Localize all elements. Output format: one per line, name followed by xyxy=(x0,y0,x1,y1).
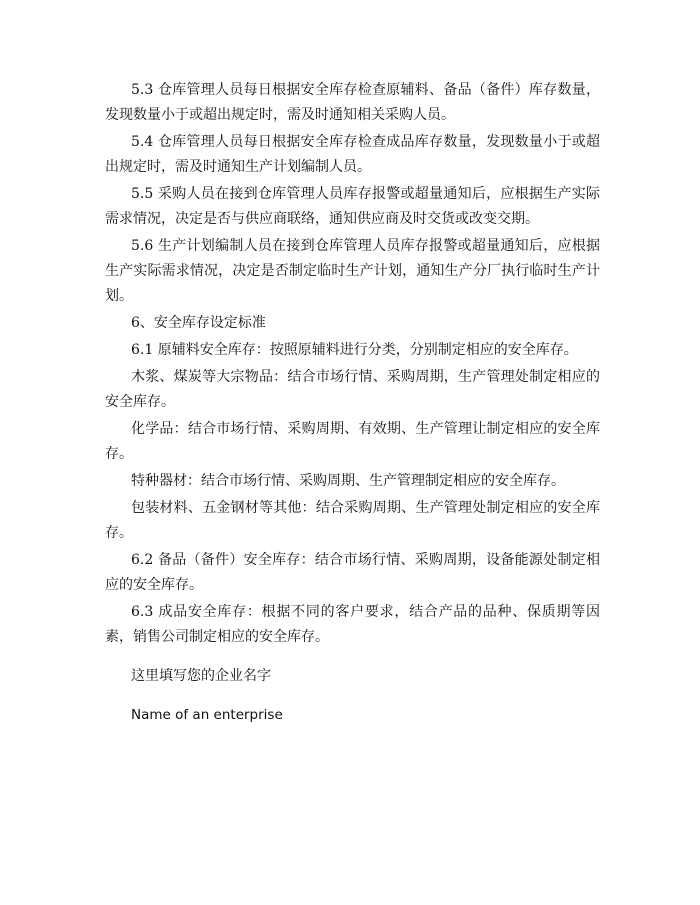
paragraph-6-1: 6.1 原辅料安全库存：按照原辅料进行分类，分别制定相应的安全库存。 xyxy=(131,342,578,358)
paragraph-packaging-materials: 包装材料、五金钢材等其他：结合采购周期、生产管理处制定相应的安全库存。 xyxy=(105,500,600,541)
paragraph-5-3: 5.3 仓库管理人员每日根据安全库存检查原辅料、备品（备件）库存数量，发现数量小于或超出规定时，需及时通知相关采购人员。 xyxy=(105,82,600,123)
enterprise-name-cn: 这里填写您的企业名字 xyxy=(131,668,271,684)
paragraph-bulk-materials: 木浆、煤炭等大宗物品：结合市场行情、采购周期，生产管理处制定相应的安全库存。 xyxy=(105,369,600,410)
paragraph-5-6: 5.6 生产计划编制人员在接到仓库管理人员库存报警或超量通知后，应根据生产实际需求情况，决定是否制定临时生产计划，通知生产分厂执行临时生产计划。 xyxy=(105,238,600,304)
paragraph-6-3: 6.3 成品安全库存：根据不同的客户要求，结合产品的品种、保质期等因素，销售公司制定相应的安全库存。 xyxy=(105,604,600,645)
paragraph-5-4: 5.4 仓库管理人员每日根据安全库存检查成品库存数量，发现数量小于或超出规定时，需及时通知生产计划编制人员。 xyxy=(105,134,600,175)
enterprise-name-en: Name of an enterprise xyxy=(131,707,283,723)
section-heading-6: 6、安全库存设定标准 xyxy=(131,315,266,331)
paragraph-special-equipment: 特种器材：结合市场行情、采购周期、生产管理制定相应的安全库存。 xyxy=(131,473,565,489)
paragraph-6-2: 6.2 备品（备件）安全库存：结合市场行情、采购周期，设备能源处制定相应的安全库存。 xyxy=(105,552,600,593)
paragraph-5-5: 5.5 采购人员在接到仓库管理人员库存报警或超量通知后，应根据生产实际需求情况，决定是否与供应商联络，通知供应商及时交货或改变交期。 xyxy=(105,186,600,227)
paragraph-chemicals: 化学品：结合市场行情、采购周期、有效期、生产管理让制定相应的安全库存。 xyxy=(105,421,600,462)
document-body xyxy=(105,78,600,728)
